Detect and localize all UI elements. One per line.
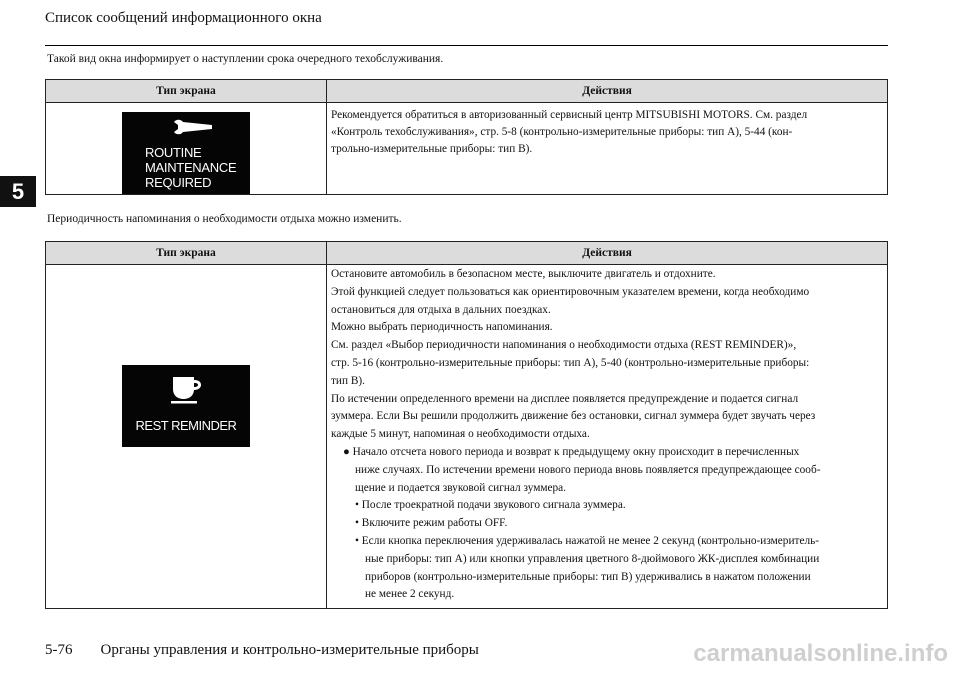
wrench-icon — [172, 119, 214, 135]
action-line: По истечении определенного времени на дисплее появляется предупреждение и подается сигнал — [331, 392, 799, 405]
bullet-line: щение и подается звуковой сигнал зуммера. — [355, 481, 566, 494]
screen-line-3: REQUIRED — [145, 175, 212, 190]
action-line: каждые 5 минут, напоминая о необходимости отдыха. — [331, 428, 590, 441]
bullet-item — [331, 444, 883, 462]
action-line: Рекомендуется обратиться в авторизованный сервисный центр MITSUBISHI MOTORS. См. раздел — [331, 109, 808, 121]
screen-label: REST REMINDER — [135, 418, 237, 433]
screen-line-2: MAINTENANCE — [145, 160, 237, 175]
chapter-tab: 5 — [0, 176, 36, 207]
maintenance-table — [45, 79, 888, 195]
sub-item: ные приборы: тип A) или кнопки управления цветного 8-дюймового ЖК-дисплея комбинации — [365, 552, 820, 565]
action-line: зуммера. Если Вы решили продолжить движение без остановки, сигнал зуммера будет звучать через — [331, 410, 816, 423]
section1-intro: Такой вид окна информирует о наступлении срока очередного техобслуживания. — [47, 53, 444, 65]
footer-title: Органы управления и контрольно-измерительные приборы — [100, 642, 479, 658]
sub-item: не менее 2 секунд. — [365, 588, 455, 601]
action-line: Этой функцией следует пользоваться как ориентировочным указателем времени, когда необходимо — [331, 285, 810, 298]
action-line: остановиться для отдыха в дальних поездках. — [331, 303, 551, 316]
section2-intro: Периодичность напоминания о необходимости отдыха можно изменить. — [47, 213, 402, 225]
action-line: трольно-измерительные приборы: тип B). — [331, 143, 533, 155]
page-header-title: Список сообщений информационного окна — [45, 10, 322, 26]
action-line: См. раздел «Выбор периодичности напоминания о необходимости отдыха (REST REMINDER)», — [331, 339, 797, 352]
action-cell — [327, 265, 888, 609]
screen-cell — [46, 265, 327, 609]
rest-reminder-table — [45, 241, 888, 609]
coffee-cup-icon — [170, 374, 204, 404]
page-footer — [45, 642, 479, 659]
col-header-screen: Тип экрана — [46, 242, 327, 265]
bullet-marker: ● — [343, 445, 350, 458]
action-line: Можно выбрать периодичность напоминания. — [331, 321, 553, 334]
sub-item: • После троекратной подачи звукового сигнала зуммера. — [355, 499, 626, 512]
sub-item: • Включите режим работы OFF. — [355, 517, 508, 530]
action-line: тип B). — [331, 374, 365, 387]
col-header-screen: Тип экрана — [46, 80, 327, 103]
action-line: Остановите автомобиль в безопасном месте, выключите двигатель и отдохните. — [331, 268, 716, 280]
screen-line-1: ROUTINE — [145, 145, 202, 160]
bullet-line: Начало отсчета нового периода и возврат к предыдущему окну происходит в перечисленных — [352, 445, 800, 458]
col-header-action: Действия — [327, 242, 888, 265]
col-header-action: Действия — [327, 80, 888, 103]
action-line: «Контроль техобслуживания», стр. 5-8 (контрольно-измерительные приборы: тип A), 5-44 (кон- — [331, 126, 793, 138]
page-number: 5-76 — [45, 642, 73, 658]
watermark: carmanualsonline.info — [693, 640, 948, 667]
bullet-line: ниже случаях. По истечении времени нового периода вновь появляется предупреждающее сооб- — [355, 463, 821, 476]
sub-item: приборов (контрольно-измерительные приборы: тип B) удерживались в нажатом положении — [365, 570, 811, 583]
action-cell — [327, 103, 888, 195]
action-line: стр. 5-16 (контрольно-измерительные приборы: тип A), 5-40 (контрольно-измерительные приборы: — [331, 356, 810, 369]
sub-item: • Если кнопка переключения удерживалась нажатой не менее 2 секунд (контрольно-измеритель- — [355, 534, 820, 547]
screen-cell — [46, 103, 327, 195]
rest-reminder-screen — [122, 365, 250, 447]
routine-maintenance-screen — [122, 112, 250, 194]
header-divider — [45, 45, 888, 46]
